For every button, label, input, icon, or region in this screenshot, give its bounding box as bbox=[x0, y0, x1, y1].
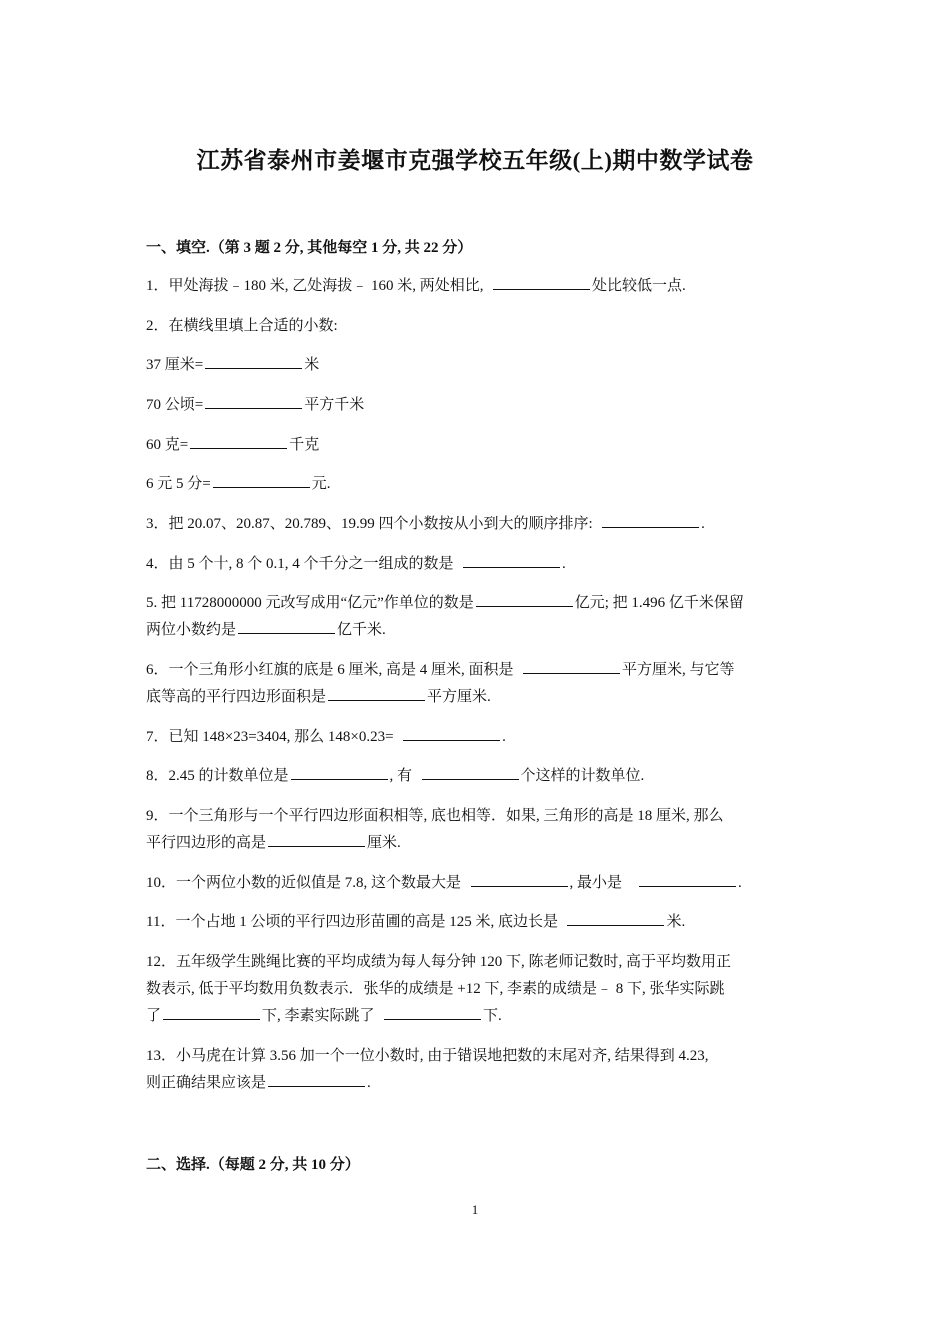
answer-blank[interactable] bbox=[268, 832, 365, 847]
answer-blank[interactable] bbox=[205, 394, 302, 409]
answer-blank[interactable] bbox=[403, 726, 500, 741]
question-9-line-1: 9．一个三角形与一个平行四边形面积相等, 底也相等．如果, 三角形的高是 18 厘米, 那么 bbox=[146, 808, 724, 824]
answer-blank[interactable] bbox=[422, 765, 519, 780]
question-12-line-1: 12．五年级学生跳绳比赛的平均成绩为每人每分钟 120 下, 陈老师记数时, 高于平均数用正 bbox=[146, 954, 732, 970]
question-5-line-1: 5. 把 11728000000 元改写成用“亿元”作单位的数是 亿元; 把 1.496 亿千米保留 bbox=[146, 590, 744, 617]
question-2a: 37 厘米= 米 bbox=[146, 352, 319, 379]
question-4: 4．由 5 个十, 8 个 0.1, 4 个千分之一组成的数是 . bbox=[146, 551, 566, 578]
question-8: 8．2.45 的计数单位是 , 有 个这样的计数单位. bbox=[146, 763, 644, 790]
answer-blank[interactable] bbox=[493, 275, 590, 290]
answer-blank[interactable] bbox=[523, 659, 620, 674]
answer-blank[interactable] bbox=[238, 619, 335, 634]
question-2b: 70 公顷= 平方千米 bbox=[146, 392, 364, 419]
answer-blank[interactable] bbox=[328, 686, 425, 701]
answer-blank[interactable] bbox=[205, 354, 302, 369]
answer-blank[interactable] bbox=[213, 473, 310, 488]
answer-blank[interactable] bbox=[268, 1072, 365, 1087]
question-2: 2．在横线里填上合适的小数: bbox=[146, 318, 338, 334]
page-title: 江苏省泰州市姜堰市克强学校五年级(上)期中数学试卷 bbox=[196, 148, 754, 173]
answer-blank[interactable] bbox=[163, 1005, 260, 1020]
answer-blank[interactable] bbox=[602, 513, 699, 528]
question-13-line-1: 13．小马虎在计算 3.56 加一个一位小数时, 由于错误地把数的末尾对齐, 结果得到 4.23, bbox=[146, 1048, 709, 1064]
question-9-line-2: 平行四边形的高是 厘米. bbox=[146, 830, 401, 857]
question-2d: 6 元 5 分= 元. bbox=[146, 471, 330, 498]
question-3: 3．把 20.07、20.87、20.789、19.99 四个小数按从小到大的顺序排序: . bbox=[146, 511, 705, 538]
question-10: 10．一个两位小数的近似值是 7.8, 这个数最大是 , 最小是 . bbox=[146, 870, 742, 897]
page-number: 1 bbox=[471, 1202, 479, 1217]
section-heading-multiple-choice: 二、选择.（每题 2 分, 共 10 分） bbox=[146, 1157, 360, 1173]
question-12-line-2: 数表示, 低于平均数用负数表示．张华的成绩是 +12 下, 李素的成绩是﹣ 8 下, 张华实际跳 bbox=[146, 981, 725, 997]
answer-blank[interactable] bbox=[291, 765, 388, 780]
question-12-line-3: 了 下, 李素实际跳了 下. bbox=[146, 1003, 502, 1030]
section-heading-fill-blank: 一、填空.（第 3 题 2 分, 其他每空 1 分, 共 22 分） bbox=[146, 240, 473, 256]
question-13-line-2: 则正确结果应该是 . bbox=[146, 1070, 371, 1097]
answer-blank[interactable] bbox=[190, 434, 287, 449]
question-6-line-2: 底等高的平行四边形面积是 平方厘米. bbox=[146, 684, 491, 711]
question-2c: 60 克= 千克 bbox=[146, 432, 319, 459]
question-11: 11．一个占地 1 公顷的平行四边形苗圃的高是 125 米, 底边长是 米. bbox=[146, 909, 685, 936]
question-6-line-1: 6．一个三角形小红旗的底是 6 厘米, 高是 4 厘米, 面积是 平方厘米, 与它等 bbox=[146, 657, 735, 684]
question-5-line-2: 两位小数约是 亿千米. bbox=[146, 617, 386, 644]
answer-blank[interactable] bbox=[567, 911, 664, 926]
answer-blank[interactable] bbox=[463, 553, 560, 568]
question-1: 1．甲处海拔﹣180 米, 乙处海拔﹣ 160 米, 两处相比, 处比较低一点. bbox=[146, 273, 686, 300]
answer-blank[interactable] bbox=[471, 872, 568, 887]
answer-blank[interactable] bbox=[476, 592, 573, 607]
question-7: 7．已知 148×23=3404, 那么 148×0.23= . bbox=[146, 724, 506, 751]
answer-blank[interactable] bbox=[384, 1005, 481, 1020]
answer-blank[interactable] bbox=[639, 872, 736, 887]
